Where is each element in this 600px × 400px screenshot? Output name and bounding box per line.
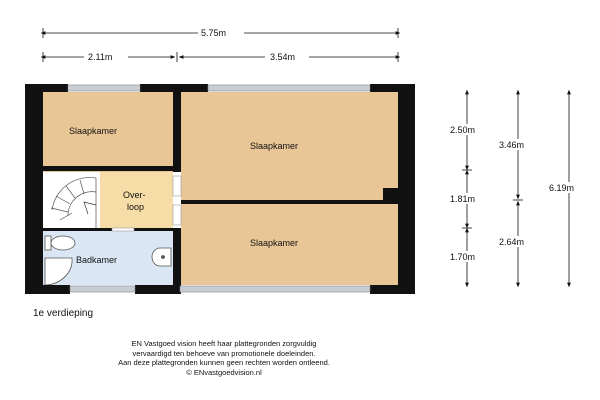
disclaimer-line-1: EN Vastgoed vision heeft haar plattegronden zorgvuldig <box>131 339 317 348</box>
room-stairwell <box>43 172 100 228</box>
dim-v-170: 1.70m <box>450 252 476 262</box>
label-slaapkamer-bottom-right: Slaapkamer <box>250 238 299 248</box>
toilet <box>45 236 75 250</box>
floor-label: 1e verdieping <box>33 308 94 319</box>
label-slaapkamer-left: Slaapkamer <box>69 126 118 136</box>
dim-v-264: 2.64m <box>499 237 525 247</box>
dim-total-width: 5.75m <box>201 28 227 38</box>
dim-left-width: 2.11m <box>88 52 113 62</box>
copyright-text: © ENvastgoedvision.nl <box>186 367 262 377</box>
dim-v-250: 2.50m <box>450 125 476 135</box>
disclaimer-line-3: Aan deze plattegronden kunnen geen rechten worden ontleend. <box>118 358 330 367</box>
label-slaapkamer-top-right: Slaapkamer <box>250 141 299 151</box>
dim-v-181: 1.81m <box>450 194 476 204</box>
sink <box>152 248 171 266</box>
label-overloop-2: loop <box>127 202 145 212</box>
room-overloop <box>100 172 173 228</box>
dim-right-width: 3.54m <box>270 52 296 62</box>
dim-v-346: 3.46m <box>499 140 525 150</box>
disclaimer-footer <box>0 339 448 377</box>
dim-v-619: 6.19m <box>549 183 575 193</box>
label-badkamer: Badkamer <box>76 255 118 265</box>
label-overloop-1: Over- <box>123 190 146 200</box>
disclaimer-line-2: vervaardigd ten behoeve van promotionele doeleinden. <box>132 348 316 358</box>
